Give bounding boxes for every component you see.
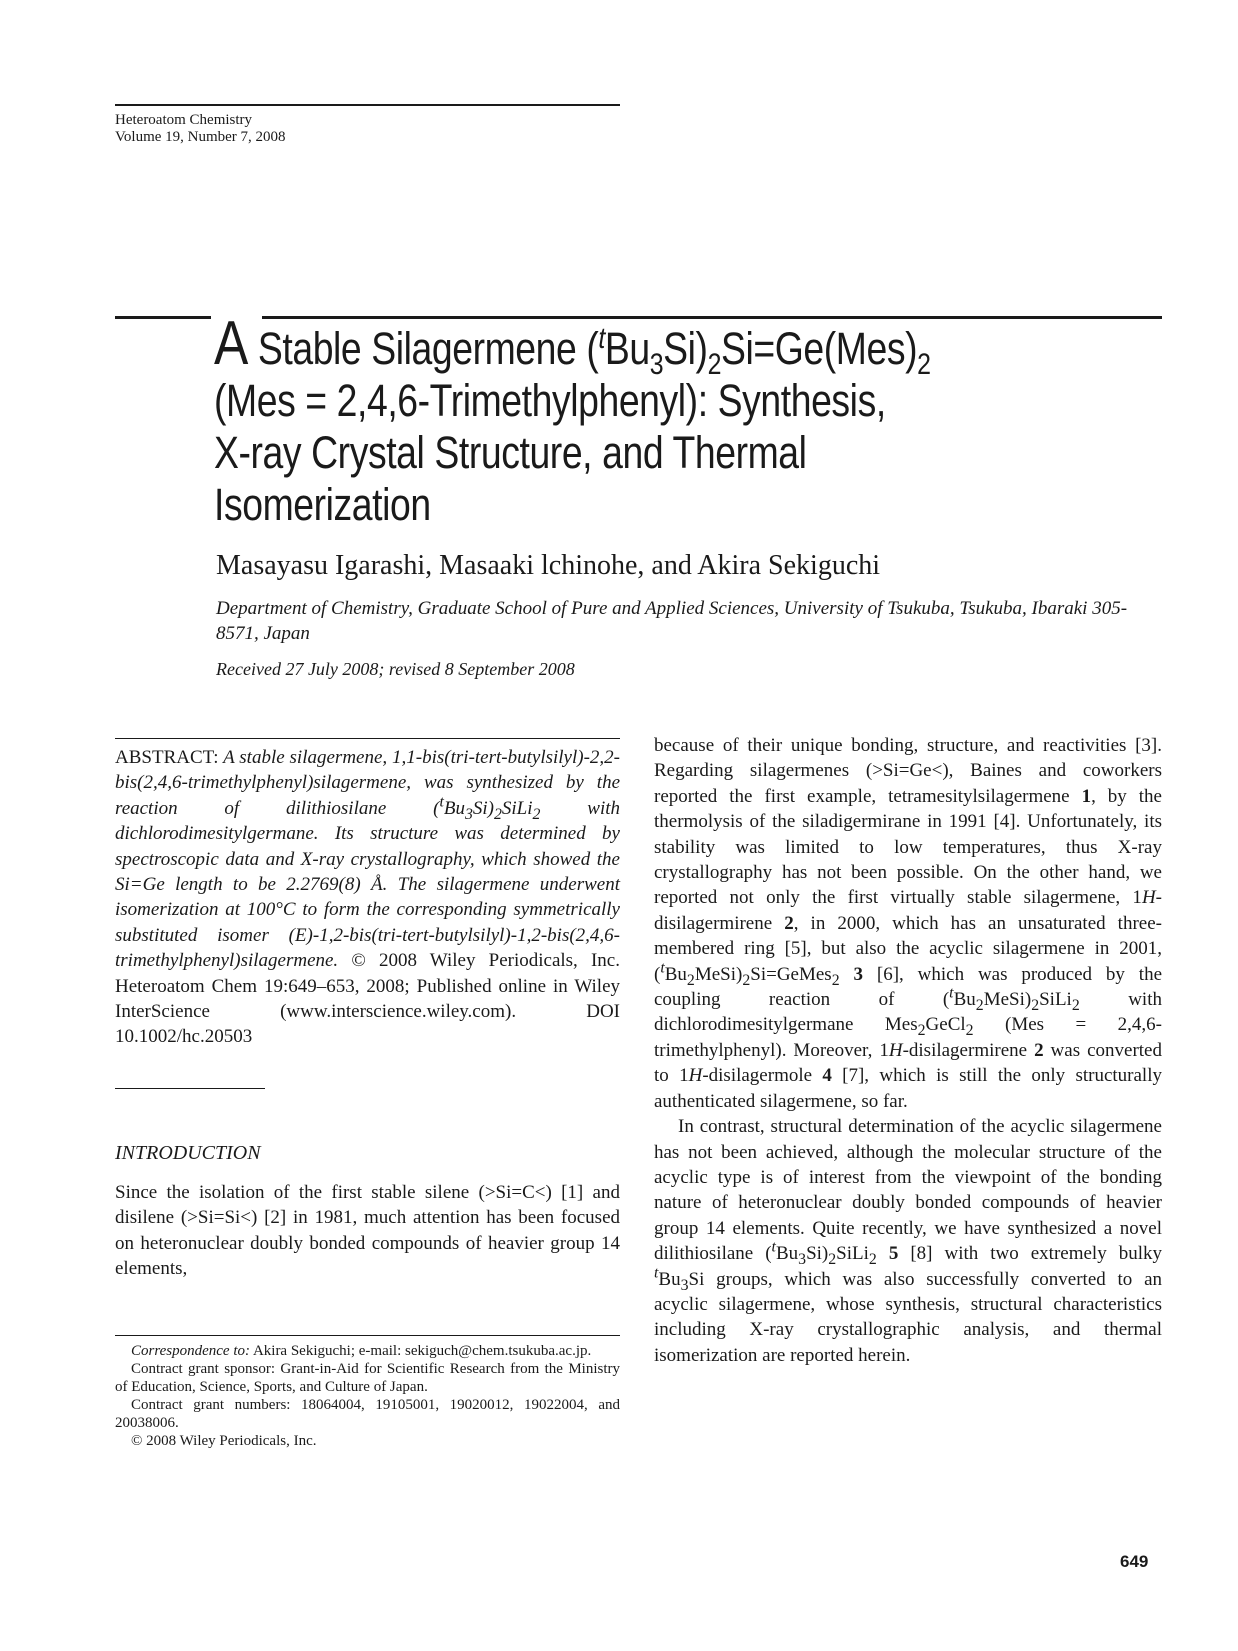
rc-p2-e: [8] with two extremely bulky bbox=[898, 1243, 1162, 1265]
compound-2-again: 2 bbox=[1034, 1039, 1044, 1061]
rc-p1-b: , by the thermolysis of the siladigermirane in 1991 [4]. Unfortunately, its stability was limited to low temperatures, thus X-ray crystallography has not been possible. On the other hand, we reported not only the first virtually stable silagermene, 1 bbox=[654, 785, 1162, 909]
title-rule-left bbox=[115, 316, 211, 319]
footnote-corr-label: Correspondence to: bbox=[131, 1343, 251, 1359]
title-bu: Bu bbox=[604, 323, 650, 374]
rc-p1-h: [6], which was produced by the coupling reaction of ( bbox=[654, 963, 1163, 1011]
abstract-sub-2: 2 bbox=[493, 805, 502, 823]
footnote-sponsor: Contract grant sponsor: Grant-in-Aid for Scientific Research from the Ministry of Education, Science, Sports, and Culture of Japan. bbox=[115, 1361, 620, 1395]
rc-p1-s6: 2 bbox=[1071, 996, 1080, 1014]
right-paragraph-2 bbox=[654, 1114, 1162, 1368]
compound-2: 2 bbox=[784, 912, 794, 934]
article-title bbox=[214, 309, 1011, 531]
journal-volume: Volume 19, Number 7, 2008 bbox=[115, 129, 286, 145]
rc-p1-h2: H bbox=[888, 1039, 903, 1061]
affiliation: Department of Chemistry, Graduate School of Pure and Applied Sciences, University of Tsukuba, Tsukuba, Ibaraki 305-8571, Japan bbox=[216, 598, 1128, 644]
introduction-heading: INTRODUCTION bbox=[115, 1142, 261, 1164]
footnote-correspondence bbox=[115, 1342, 620, 1360]
rc-p1-m: GeCl bbox=[925, 1014, 966, 1036]
rc-p1-a: because of their unique bonding, structure, and reactivities [3]. Regarding silagermenes (>Si=Ge<), Baines and coworkers reported the first example, tetramesitylsilagermene bbox=[654, 735, 1162, 807]
abstract-sili: SiLi bbox=[501, 797, 533, 819]
title-sub-3: 3 bbox=[649, 348, 664, 381]
compound-5: 5 bbox=[888, 1243, 899, 1265]
rc-p2-s3: 2 bbox=[868, 1250, 877, 1268]
authors: Masayasu Igarashi, Masaaki lchinohe, and Akira Sekiguchi bbox=[216, 550, 881, 581]
abstract-text-2: with dichlorodimesitylgermane. Its structure was determined by spectroscopic data and X-ray crystallography, which showed the Si=Ge length to be 2.2769(8) Å. The silagermene underwent isomerization at 100°C to form the corresponding symmetrically substituted isomer (E)-1,2-bis(tri-tert-butylsilyl)-1,2-bis(2,4,6-trimethylphenyl)silagermene. bbox=[115, 797, 620, 972]
rc-p1-p: was converted to 1 bbox=[654, 1039, 1162, 1087]
abstract-t: t bbox=[439, 793, 444, 811]
title-t: t bbox=[598, 322, 605, 355]
abstract-bu: Bu bbox=[443, 797, 465, 819]
page-number: 649 bbox=[1120, 1552, 1149, 1571]
compound-4: 4 bbox=[822, 1065, 832, 1087]
footnote-corr-text: Akira Sekiguchi; e-mail: sekiguch@chem.tsukuba.ac.jp. bbox=[250, 1343, 592, 1359]
title-sige: Si=Ge(Mes) bbox=[721, 323, 918, 374]
compound-1: 1 bbox=[1081, 785, 1092, 807]
footnote-copyright: © 2008 Wiley Periodicals, Inc. bbox=[131, 1433, 317, 1449]
title-line-2: (Mes = 2,4,6-Trimethylphenyl): Synthesis, bbox=[214, 375, 886, 426]
right-paragraph-1 bbox=[654, 733, 1162, 1114]
abstract-copyright: © 2008 Wiley Periodicals, Inc. Heteroatom Chem 19:649–653, 2008; Published online in Wiley InterScience (www.interscience.wiley.com). DOI 10.1002/hc.20503 bbox=[115, 950, 620, 1048]
rc-p1-h1: H bbox=[1141, 887, 1156, 909]
title-si-close: Si) bbox=[663, 323, 708, 374]
rc-p1-d: , in 2000, which has an unsaturated three-membered ring [5], but also the acyclic silagermene in 2001, ( bbox=[654, 912, 1162, 985]
abstract-text-1: A stable silagermene, 1,1-bis(tri-tert-butylsilyl)-2,2-bis(2,4,6-trimethylphenyl)silagermene, was synthesized by the reaction of dilithiosilane ( bbox=[115, 747, 620, 819]
abstract-label: ABSTRACT: bbox=[115, 747, 219, 768]
rc-p1-n: (Mes = 2,4,6-trimethylphenyl). Moreover, 1 bbox=[654, 1014, 1163, 1061]
rc-p2-s1: 3 bbox=[798, 1250, 807, 1268]
rc-p1-s5: 2 bbox=[1031, 996, 1040, 1014]
rc-p1-t1: t bbox=[660, 959, 665, 977]
right-column bbox=[654, 733, 1162, 1368]
rc-p1-s1: 2 bbox=[686, 971, 695, 989]
compound-3: 3 bbox=[853, 963, 863, 985]
rc-p2-t1: t bbox=[771, 1238, 776, 1256]
rc-p1-s2: 2 bbox=[742, 971, 751, 989]
rc-p2-s4: 3 bbox=[680, 1276, 689, 1294]
title-line-4: Isomerization bbox=[214, 479, 431, 530]
rc-p1-c: -disilagermirene bbox=[654, 887, 1162, 934]
title-line-3: X-ray Crystal Structure, and Thermal bbox=[214, 427, 807, 478]
rc-p1-k: SiLi bbox=[1039, 989, 1072, 1011]
title-part1: Stable Silagermene ( bbox=[247, 323, 599, 374]
rc-p1-h3: H bbox=[688, 1065, 703, 1087]
rc-p2-s2: 2 bbox=[828, 1250, 837, 1268]
rc-p1-r: [7], which is still the only structurally authenticated silagermene, so far. bbox=[654, 1065, 1162, 1112]
abstract bbox=[115, 738, 620, 1050]
rc-p2-c: Si) bbox=[806, 1243, 829, 1265]
rc-p2-f: Bu bbox=[658, 1268, 681, 1290]
title-sub-2a: 2 bbox=[707, 348, 722, 381]
rc-p1-g: Si=GeMes bbox=[750, 963, 832, 985]
rc-p2-d: SiLi bbox=[836, 1243, 869, 1265]
footnotes bbox=[115, 1335, 620, 1450]
journal-name: Heteroatom Chemistry bbox=[115, 112, 253, 128]
rc-p1-o: -disilagermirene bbox=[902, 1039, 1035, 1061]
abstract-sub-3: 3 bbox=[464, 805, 473, 823]
rc-p2-t2: t bbox=[654, 1264, 659, 1282]
rc-p2-b: Bu bbox=[775, 1243, 799, 1265]
rc-p1-l: with dichlorodimesitylgermane Mes bbox=[654, 989, 1162, 1036]
footnote-grant-numbers: Contract grant numbers: 18064004, 19105001, 19020012, 19022004, and 20038006. bbox=[115, 1397, 620, 1431]
rc-p2-g: Si groups, which was also successfully converted to an acyclic silagermene, whose synthesis, structural characteristics including X-ray crystallographic analysis, and thermal isomerization are reported herein. bbox=[654, 1268, 1162, 1366]
abstract-si: Si) bbox=[472, 797, 494, 819]
rc-p1-f: MeSi) bbox=[694, 963, 743, 985]
journal-header bbox=[115, 104, 620, 146]
title-initial: A bbox=[214, 309, 248, 378]
abstract-end-rule bbox=[115, 1088, 265, 1089]
rc-p1-i: Bu bbox=[953, 989, 976, 1011]
rc-p1-e: Bu bbox=[664, 963, 687, 985]
introduction-text: Since the isolation of the first stable silene (>Si=C<) [1] and disilene (>Si=Si<) [2] in 1981, much attention has been focused on heteronuclear doubly bonded compounds of heavier group 14 elements, bbox=[115, 1182, 620, 1280]
rc-p1-t2: t bbox=[949, 984, 954, 1002]
rc-p1-s7: 2 bbox=[917, 1022, 926, 1040]
rc-p1-j: MeSi) bbox=[983, 989, 1032, 1011]
rc-p1-s8: 2 bbox=[965, 1022, 974, 1040]
title-line-1 bbox=[214, 309, 1011, 381]
rc-p1-s4: 2 bbox=[975, 996, 984, 1014]
abstract-sub-2b: 2 bbox=[532, 805, 541, 823]
rc-p2-a: In contrast, structural determination of the acyclic silagermene has not been achieved, although the molecular structure of the acyclic type is of interest from the viewpoint of the bonding nature of heteronuclear doubly bonded compounds of heavier group 14 elements. Quite recently, we have synthesized a novel dilithiosilane ( bbox=[654, 1116, 1162, 1265]
rc-p1-q: -disilagermole bbox=[702, 1065, 823, 1087]
received-date: Received 27 July 2008; revised 8 September 2008 bbox=[216, 659, 575, 679]
title-sub-2b: 2 bbox=[917, 348, 931, 381]
rc-p1-s3: 2 bbox=[831, 971, 840, 989]
